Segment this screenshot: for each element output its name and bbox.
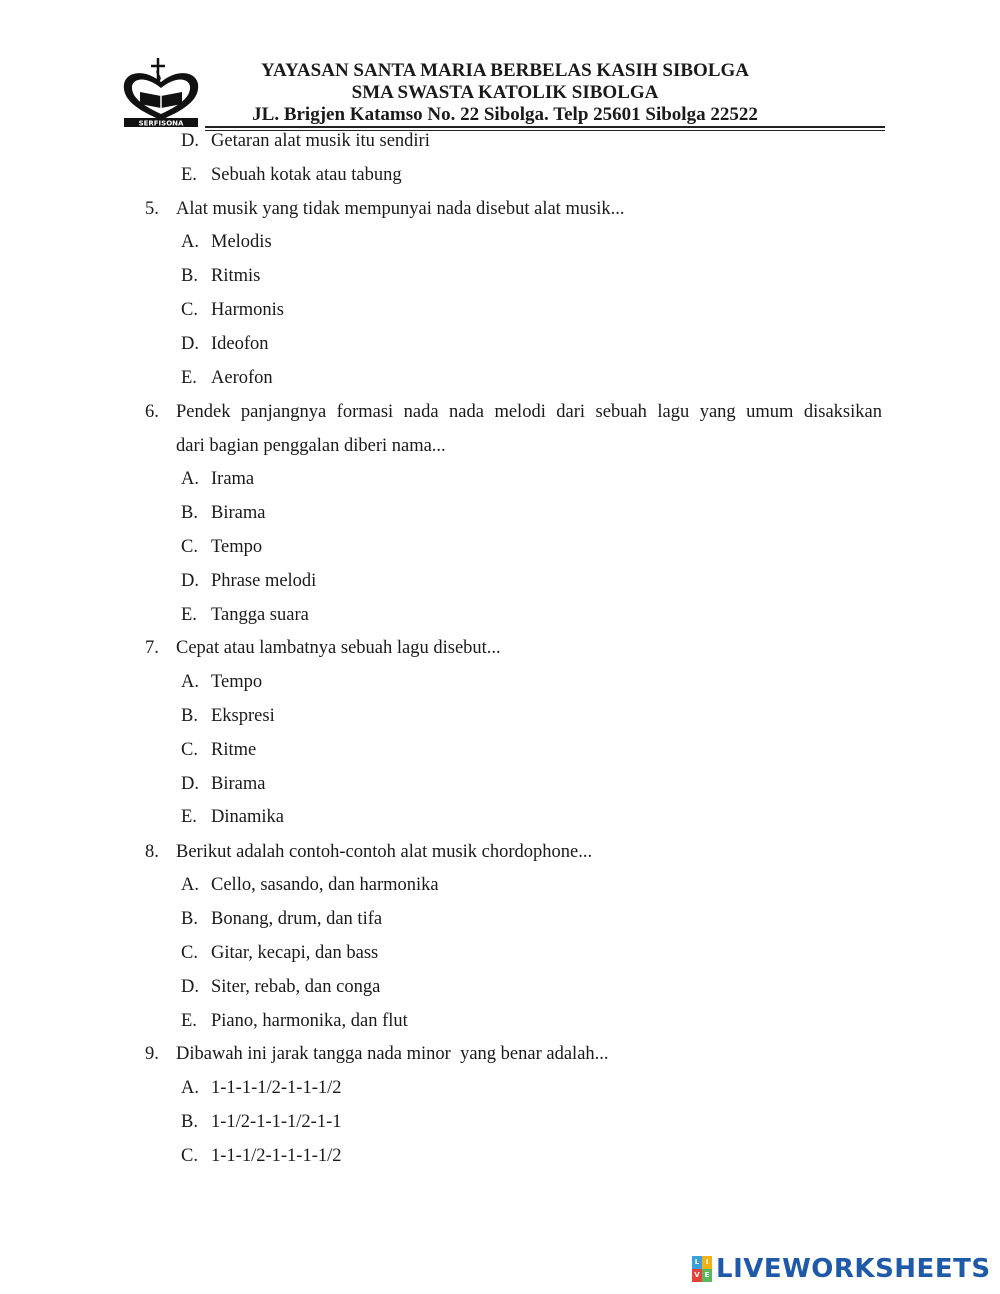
option-text: Siter, rebab, dan conga	[211, 977, 381, 997]
option-text: Birama	[211, 774, 266, 794]
option-letter: D.	[181, 571, 199, 591]
option-letter: C.	[181, 740, 198, 760]
question-number: 5.	[145, 199, 159, 219]
option-letter: C.	[181, 943, 198, 963]
option-letter: A.	[181, 232, 199, 252]
school-address: JL. Brigjen Katamso No. 22 Sibolga. Telp 25601 Sibolga 22522	[252, 104, 758, 125]
option-letter: A.	[181, 875, 199, 895]
option-text: Sebuah kotak atau tabung	[211, 165, 402, 185]
option-text: 1-1/2-1-1-1/2-1-1	[211, 1112, 342, 1132]
option-letter: D.	[181, 774, 199, 794]
question-text-line1: Pendek panjangnya formasi nada nada melodi dari sebuah lagu yang umum disaksikan	[176, 402, 882, 422]
liveworksheets-watermark	[692, 1254, 991, 1284]
option-text: Piano, harmonika, dan flut	[211, 1011, 408, 1031]
option-letter: E.	[181, 368, 197, 388]
option-letter: E.	[181, 605, 197, 625]
option-letter: B.	[181, 503, 198, 523]
option-letter: B.	[181, 706, 198, 726]
question-text: Berikut adalah contoh-contoh alat musik chordophone...	[176, 842, 593, 862]
question-number: 7.	[145, 638, 159, 658]
option-text: Cello, sasando, dan harmonika	[211, 875, 439, 895]
option-text: 1-1-1-1/2-1-1-1/2	[211, 1078, 342, 1098]
option-letter: D.	[181, 131, 199, 151]
option-letter: E.	[181, 807, 197, 827]
option-letter: B.	[181, 266, 198, 286]
school-logo	[118, 56, 204, 128]
option-text: Gitar, kecapi, dan bass	[211, 943, 379, 963]
option-letter: A.	[181, 469, 199, 489]
option-letter: E.	[181, 165, 197, 185]
option-letter: D.	[181, 977, 199, 997]
liveworksheets-logo-icon: L I V E	[692, 1256, 712, 1282]
option-text: Birama	[211, 503, 266, 523]
question-text-line2: dari bagian penggalan diberi nama...	[176, 436, 446, 456]
option-text: Getaran alat musik itu sendiri	[211, 131, 430, 151]
option-text: Bonang, drum, dan tifa	[211, 909, 383, 929]
option-letter: A.	[181, 672, 199, 692]
option-letter: C.	[181, 300, 198, 320]
option-text: Tempo	[211, 537, 263, 557]
document-header	[0, 0, 1000, 140]
option-letter: B.	[181, 1112, 198, 1132]
option-text: Ritmis	[211, 266, 261, 286]
logo-caption: SERFISONA	[138, 119, 184, 128]
watermark-text: LIVEWORKSHEETS	[716, 1254, 991, 1284]
option-letter: C.	[181, 1146, 198, 1166]
question-number: 8.	[145, 842, 159, 862]
school-name: SMA SWASTA KATOLIK SIBOLGA	[351, 82, 659, 103]
option-text: Ideofon	[211, 334, 269, 354]
option-text: Phrase melodi	[211, 571, 317, 591]
option-text: Harmonis	[211, 300, 284, 320]
option-text: Aerofon	[211, 368, 273, 388]
question-text: Cepat atau lambatnya sebuah lagu disebut...	[176, 638, 501, 658]
question-number: 9.	[145, 1044, 159, 1064]
option-letter: B.	[181, 909, 198, 929]
question-text: Alat musik yang tidak mempunyai nada disebut alat musik...	[176, 199, 625, 219]
option-text: Tangga suara	[211, 605, 309, 625]
option-text: Ekspresi	[211, 706, 275, 726]
option-letter: C.	[181, 537, 198, 557]
question-text: Dibawah ini jarak tangga nada minor yang benar adalah...	[176, 1044, 609, 1064]
school-identity	[205, 60, 805, 126]
option-text: Tempo	[211, 672, 263, 692]
option-text: Irama	[211, 469, 255, 489]
option-text: 1-1-1/2-1-1-1-1/2	[211, 1146, 342, 1166]
option-letter: D.	[181, 334, 199, 354]
option-text: Ritme	[211, 740, 257, 760]
option-text: Dinamika	[211, 807, 284, 827]
foundation-name: YAYASAN SANTA MARIA BERBELAS KASIH SIBOLGA	[261, 60, 749, 81]
option-text: Melodis	[211, 232, 272, 252]
header-rule-thick	[205, 126, 885, 128]
option-letter: E.	[181, 1011, 197, 1031]
option-letter: A.	[181, 1078, 199, 1098]
question-number: 6.	[145, 402, 159, 422]
